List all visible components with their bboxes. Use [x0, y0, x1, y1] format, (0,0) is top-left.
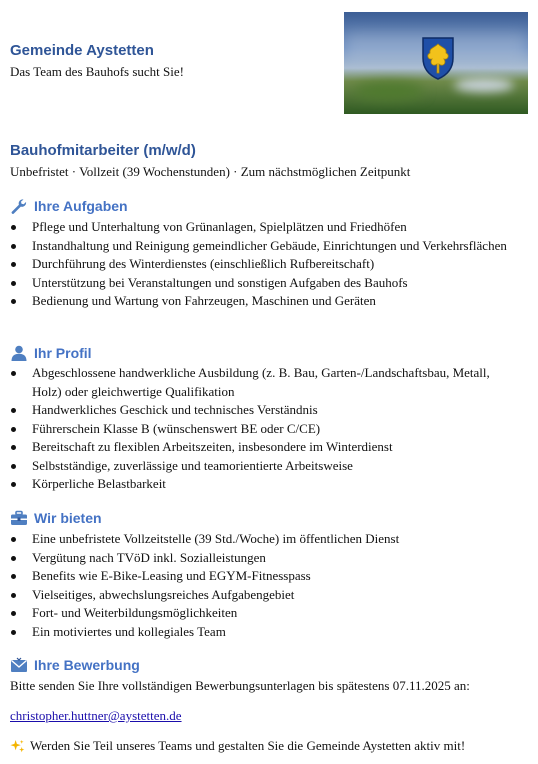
- list-item: Vielseitiges, abwechslungsreiches Aufgabengebiet: [0, 586, 520, 605]
- wrench-icon: [10, 198, 28, 214]
- list-item: Vergütung nach TVöD inkl. Sozialleistungen: [0, 549, 520, 568]
- sparkles-icon: [10, 739, 25, 754]
- list-item: Durchführung des Winterdienstes (einschließlich Rufbereitschaft): [0, 255, 520, 274]
- list-item: Abgeschlossene handwerkliche Ausbildung (z. B. Bau, Garten-/Landschaftsbau, Metall, Holz) oder gleichwertige Qualifikation: [0, 364, 520, 401]
- closing-text: Werden Sie Teil unseres Teams und gestalten Sie die Gemeinde Aystetten aktiv mit!: [30, 738, 466, 753]
- list-item: Fort- und Weiterbildungsmöglichkeiten: [0, 604, 520, 623]
- list-item: Handwerkliches Geschick und technisches Verständnis: [0, 401, 520, 420]
- list-item: Ein motiviertes und kollegiales Team: [0, 623, 520, 642]
- profile-list: [0, 364, 520, 494]
- list-item: Bedienung und Wartung von Fahrzeugen, Maschinen und Geräten: [0, 292, 520, 311]
- tasks-list: [0, 218, 520, 311]
- list-item: Bereitschaft zu flexiblen Arbeitszeiten, insbesondere im Winterdienst: [0, 438, 520, 457]
- briefcase-icon: [10, 510, 28, 526]
- list-item: Selbstständige, zuverlässige und teamorientierte Arbeitsweise: [0, 457, 520, 476]
- person-icon: [10, 345, 28, 361]
- closing-line: [10, 738, 465, 754]
- organization-subtitle: Das Team des Bauhofs sucht Sie!: [10, 64, 184, 79]
- section-heading-label: Wir bieten: [34, 510, 102, 526]
- header-photo: [344, 12, 528, 114]
- application-instructions: Bitte senden Sie Ihre vollständigen Bewerbungsunterlagen bis spätestens 07.11.2025 an:: [10, 678, 470, 693]
- organization-name: Gemeinde Aystetten: [10, 42, 154, 59]
- offer-list: [0, 530, 520, 641]
- list-item: Körperliche Belastbarkeit: [0, 475, 520, 494]
- list-item: Instandhaltung und Reinigung gemeindlicher Gebäude, Einrichtungen und Verkehrsflächen: [0, 237, 520, 256]
- list-item: Eine unbefristete Vollzeitstelle (39 Std./Woche) im öffentlichen Dienst: [0, 530, 520, 549]
- list-item: Benefits wie E-Bike-Leasing und EGYM-Fitnesspass: [0, 567, 520, 586]
- section-heading-apply: [10, 657, 140, 673]
- envelope-icon: [10, 657, 28, 673]
- job-meta: Unbefristet · Vollzeit (39 Wochenstunden) · Zum nächstmöglichen Zeitpunkt: [10, 164, 411, 179]
- section-heading-label: Ihre Aufgaben: [34, 198, 128, 214]
- coat-of-arms-icon: [421, 36, 455, 80]
- section-heading-profile: [10, 345, 92, 361]
- section-heading-label: Ihr Profil: [34, 345, 92, 361]
- section-heading-offer: [10, 510, 102, 526]
- section-heading-tasks: [10, 198, 128, 214]
- job-title: Bauhofmitarbeiter (m/w/d): [10, 142, 196, 159]
- list-item: Unterstützung bei Veranstaltungen und sonstigen Aufgaben des Bauhofs: [0, 274, 520, 293]
- list-item: Pflege und Unterhaltung von Grünanlagen, Spielplätzen und Friedhöfen: [0, 218, 520, 237]
- section-heading-label: Ihre Bewerbung: [34, 657, 140, 673]
- list-item: Führerschein Klasse B (wünschenswert BE oder C/CE): [0, 420, 520, 439]
- contact-email-link[interactable]: christopher.huttner@aystetten.de: [10, 708, 182, 723]
